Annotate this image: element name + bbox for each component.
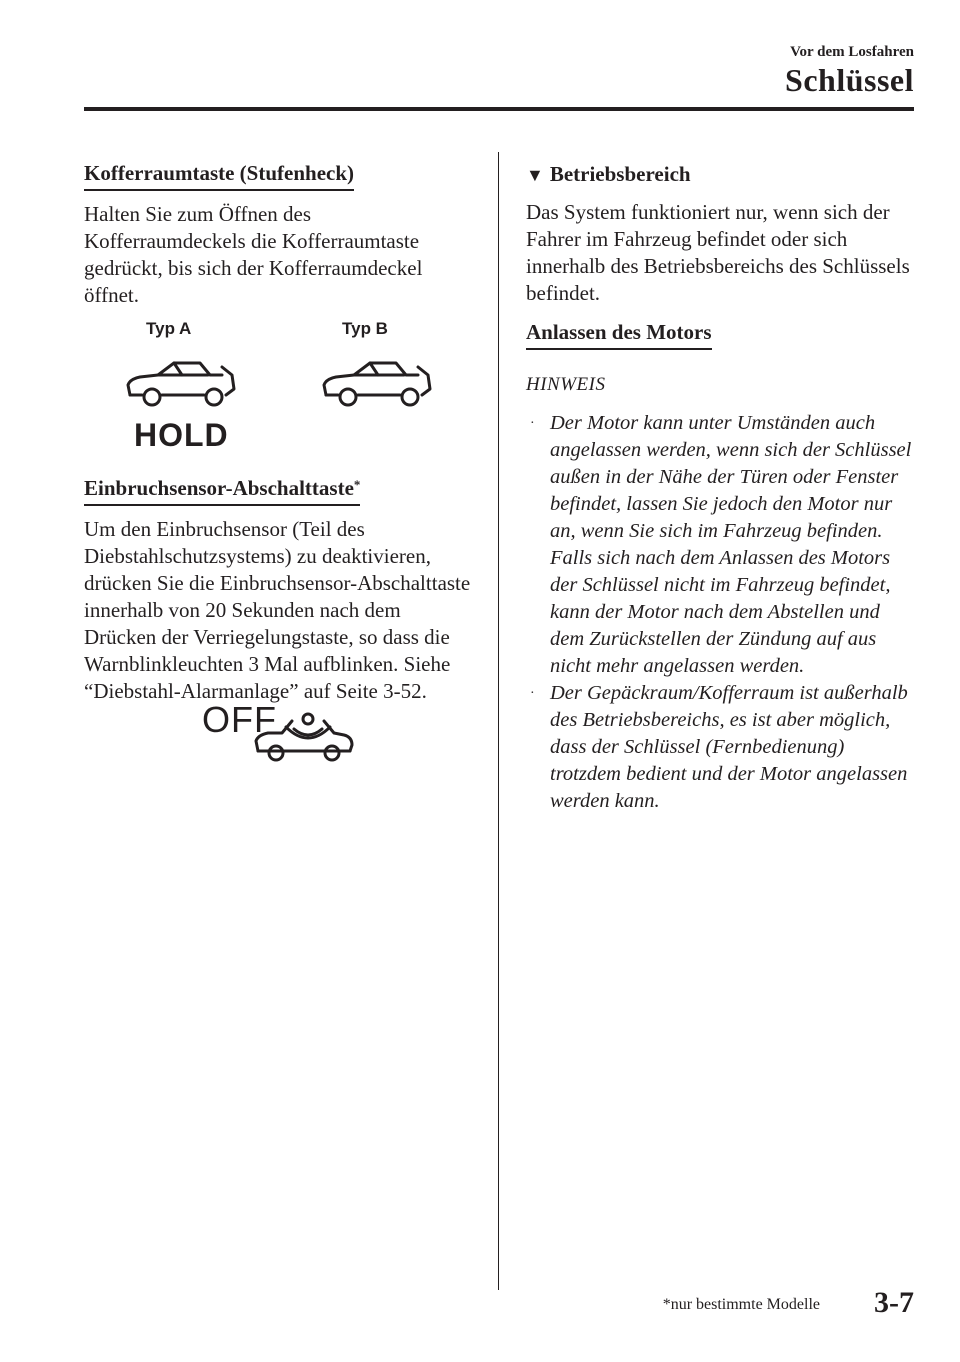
right-column [526, 160, 916, 815]
off-label: OFF [202, 699, 277, 740]
footnote: *nur bestimmte Modelle [662, 1296, 820, 1313]
bullet-dot-icon: · [530, 686, 535, 701]
operating-range-heading [526, 160, 916, 189]
engine-start-heading: Anlassen des Motors [526, 319, 712, 350]
operating-range-heading-text: Betriebsbereich [549, 162, 691, 186]
page-number: 3-7 [874, 1286, 914, 1319]
note-label: HINWEIS [526, 374, 606, 395]
left-column [84, 160, 476, 769]
operating-range-text: Das System funktioniert nur, wenn sich der Fahrer im Fahrzeug befindet oder sich innerhalb des Betriebsbereichs des Schlüssels befindet. [526, 200, 910, 305]
trunk-button-figure [84, 315, 476, 465]
trunk-button-heading: Kofferraumtaste (Stufenheck) [84, 160, 354, 191]
type-a-label: Typ A [146, 319, 192, 338]
trunk-open-icon-type-a [122, 355, 242, 415]
hold-label: HOLD [134, 417, 229, 453]
sensor-off-heading [84, 475, 360, 506]
footnote-marker: * [353, 477, 361, 492]
note-paragraph: Der Gepäckraum/Kofferraum ist außerhalb des Betriebsbereichs, es ist aber möglich, dass der Schlüssel (Fernbedienung) trotzdem bedient und der Motor angelassen werden kann. [550, 682, 908, 812]
note-item [526, 680, 916, 815]
note-list [526, 410, 916, 815]
type-b-label: Typ B [342, 319, 388, 338]
column-divider [498, 152, 499, 1290]
note-paragraph: Der Motor kann unter Umständen auch angelassen werden, wenn sich der Schlüssel außen in der Nähe der Türen oder Fenster befindet, lassen Sie jedoch den Motor nur an, wenn Sie sich im Fahrzeug befinden. [550, 412, 912, 542]
sensor-off-text: Um den Einbruchsensor (Teil des Diebstahlschutzsystems) zu deaktivieren, drücken Sie die Einbruchsensor-Abschalttaste innerhalb von 20 Sekunden nach dem Drücken der Verriegelungstaste, so dass die Warnblinkleuchten 3 Mal aufblinken. Siehe “Diebstahl-Alarmanlage” auf Seite 3-52. [84, 517, 471, 703]
trunk-button-text: Halten Sie zum Öffnen des Kofferraumdeckels die Kofferraumtaste gedrückt, bis sich der Kofferraumdeckel öffnet. [84, 202, 423, 307]
sensor-off-heading-text: Einbruchsensor-Abschalttaste [84, 476, 354, 500]
header-chapter-title: Schlüssel [785, 62, 914, 98]
header-rule [84, 107, 914, 111]
note-paragraph: Falls sich nach dem Anlassen des Motors der Schlüssel nicht im Fahrzeug befindet, kann der Motor nach dem Abstellen und dem Zurückstellen der Zündung auf aus nicht mehr angelassen werden. [550, 547, 891, 677]
triangle-down-icon: ▼ [526, 165, 544, 185]
intrusion-sensor-car-icon [252, 709, 356, 765]
sensor-off-figure [84, 699, 476, 769]
bullet-dot-icon: · [530, 416, 535, 431]
header-section-title: Vor dem Losfahren [790, 44, 914, 60]
trunk-open-icon-type-b [318, 355, 438, 415]
note-item [526, 410, 916, 680]
